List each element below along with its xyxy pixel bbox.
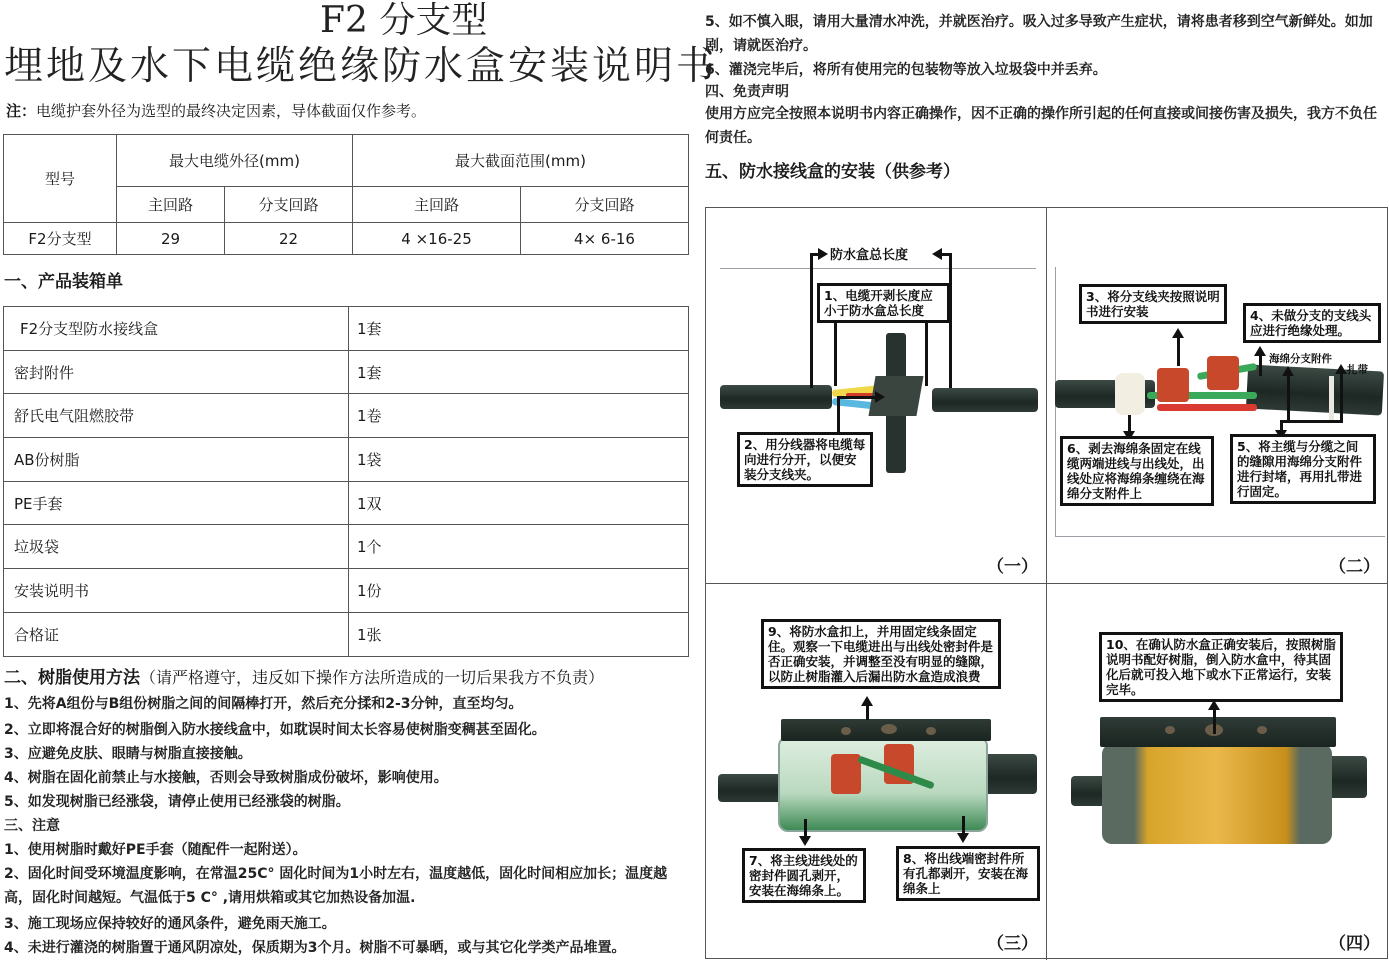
panel-number: （二） [1329, 557, 1380, 577]
section2-item: 3、应避免皮肤、眼睛与树脂直接接触。 [4, 746, 252, 762]
sponge-accessory-label: 海绵分支附件 [1269, 353, 1332, 365]
section2-item: 2、立即将混合好的树脂倒入防水接线盒中，如耽误时间太长容易使树脂变稠甚至固化。 [4, 722, 546, 738]
selection-note [6, 100, 426, 122]
total-length-label: 防水盒总长度 [830, 248, 909, 263]
callout-step-4: 4、未做分支的支线头应进行绝缘处理。 [1243, 303, 1381, 343]
section2-heading: 二、树脂使用方法 [4, 668, 140, 688]
item-name: 密封附件 [4, 350, 349, 394]
spec-cell: 29 [117, 223, 225, 255]
section3-heading: 三、注意 [4, 818, 60, 834]
spec-cell: 22 [225, 223, 353, 255]
spec-table [3, 134, 689, 255]
table-row [4, 223, 689, 255]
item-name: PE手套 [4, 481, 349, 525]
callout-step-8: 8、将出线端密封件所有孔都剥开，安装在海绵条上 [896, 846, 1040, 901]
spec-cell: 4 ×16-25 [353, 223, 521, 255]
spec-cell-model: F2分支型 [4, 223, 117, 255]
packing-list-table [3, 306, 689, 657]
spec-subheader: 主回路 [353, 187, 521, 223]
spec-subheader: 主回路 [117, 187, 225, 223]
table-row [4, 438, 689, 482]
item-qty: 1个 [349, 525, 689, 569]
note-text: 电缆护套外径为选型的最终决定因素，导体截面仅作参考。 [36, 102, 427, 120]
step-panel-4 [1047, 584, 1388, 960]
section1-heading: 一、产品装箱单 [4, 272, 123, 292]
table-row [4, 350, 689, 394]
table-row [4, 394, 689, 438]
section4-text: 使用方应完全按照本说明书内容正确操作，因不正确的操作所引起的任何直接或间接伤害及损失，我方不负任何责任。 [705, 106, 1377, 146]
section2-item: 4、树脂在固化前禁止与水接触，否则会导致树脂成份破坏，影响使用。 [4, 770, 448, 786]
section3-item: 3、施工现场应保持较好的通风条件，避免雨天施工。 [4, 916, 336, 932]
panel-number: （一） [987, 557, 1038, 577]
table-row [4, 569, 689, 613]
step-panel-2 [1047, 208, 1388, 584]
callout-step-3: 3、将分支线夹按照说明书进行安装 [1079, 284, 1227, 324]
spec-cell: 4× 6-16 [521, 223, 689, 255]
table-row [4, 525, 689, 569]
section5-heading: 五、防水接线盒的安装（供参考） [705, 162, 960, 182]
section2-heading-row [4, 666, 604, 690]
spec-header-outer-diameter: 最大电缆外径(mm) [117, 135, 353, 187]
table-row [4, 307, 689, 351]
spec-subheader: 分支回路 [225, 187, 353, 223]
section3-item: 2、固化时间受环境温度影响，在常温25C° 固化时间为1小时左右，温度越低，固化时间相应加长；温度越高，固化时间越短。气温低于5 C° ,请用烘箱或其它加热设备加温. [4, 866, 668, 906]
callout-step-10: 10、在确认防水盒正确安装后，按照树脂说明书配好树脂，倒入防水盒中，待其固化后就可投入地下或水下正常运行，安装完毕。 [1099, 632, 1343, 702]
callout-step-7: 7、将主线进线处的密封件圆孔剥开，安装在海绵条上。 [742, 848, 866, 903]
item-name: 安装说明书 [4, 569, 349, 613]
section3-item: 4、未进行灌浇的树脂置于通风阴凉处，保质期为3个月。树脂不可暴晒，或与其它化学类产品堆置。 [4, 940, 626, 956]
callout-step-5: 5、将主缆与分缆之间的缝隙用海绵分支附件进行封堵，再用扎带进行固定。 [1230, 434, 1376, 504]
item-name: 合格证 [4, 612, 349, 656]
item-qty: 1袋 [349, 438, 689, 482]
item-name: AB份树脂 [4, 438, 349, 482]
panel-number: （四） [1329, 934, 1380, 954]
item-qty: 1套 [349, 350, 689, 394]
callout-step-1: 1、电缆开剥长度应小于防水盒总长度 [817, 283, 950, 323]
section2-heading-note: （请严格遵守，违反如下操作方法所造成的一切后果我方不负责） [140, 668, 605, 687]
item-qty: 1双 [349, 481, 689, 525]
item-qty: 1套 [349, 307, 689, 351]
note-label: 注： [6, 102, 37, 120]
item-name: F2分支型防水接线盒 [4, 307, 349, 351]
cable-tie-label: 扎带 [1347, 364, 1368, 376]
section3-item: 5、如不慎入眼，请用大量清水冲洗，并就医治疗。吸入过多导致产生症状，请将患者移到空气新鲜处。如加剧，请就医治疗。 [705, 14, 1373, 54]
section2-item: 5、如发现树脂已经涨袋，请停止使用已经涨袋的树脂。 [4, 794, 350, 810]
spec-header-model: 型号 [4, 135, 117, 223]
callout-step-2: 2、用分线器将电缆每向进行分开，以便安装分支线夹。 [737, 432, 873, 487]
section3-item: 6、灌浇完毕后，将所有使用完的包装物等放入垃圾袋中并丢弃。 [705, 62, 1107, 78]
item-qty: 1卷 [349, 394, 689, 438]
table-row [4, 481, 689, 525]
section2-item: 1、先将A组份与B组份树脂之间的间隔棒打开，然后充分揉和2-3分钟，直至均匀。 [4, 696, 523, 712]
step-panel-1 [706, 208, 1047, 584]
document-subtitle: 埋地及水下电缆绝缘防水盒安装说明书 [4, 44, 719, 89]
spec-header-cross-section: 最大截面范围(mm) [353, 135, 689, 187]
callout-step-6: 6、剥去海绵条固定在线缆两端进线与出线处，出线处应将海绵条缠绕在海绵分支附件上 [1060, 436, 1214, 506]
section3-item: 1、使用树脂时戴好PE手套（随配件一起附送）。 [4, 842, 307, 858]
item-qty: 1张 [349, 612, 689, 656]
callout-step-9: 9、将防水盒扣上，并用固定线条固定住。观察一下电缆进出与出线处密封件是否正确安装，并调整至没有明显的缝隙，以防止树脂灌入后漏出防水盒造成浪费 [761, 619, 1001, 689]
step-panel-3 [706, 584, 1047, 960]
spec-subheader: 分支回路 [521, 187, 689, 223]
installation-steps-grid [705, 207, 1388, 959]
item-name: 垃圾袋 [4, 525, 349, 569]
item-qty: 1份 [349, 569, 689, 613]
item-name: 舒氏电气阻燃胶带 [4, 394, 349, 438]
document-title: F2 分支型 [320, 0, 488, 41]
section4-heading: 四、免责声明 [705, 84, 789, 100]
table-row [4, 612, 689, 656]
panel-number: （三） [987, 934, 1038, 954]
